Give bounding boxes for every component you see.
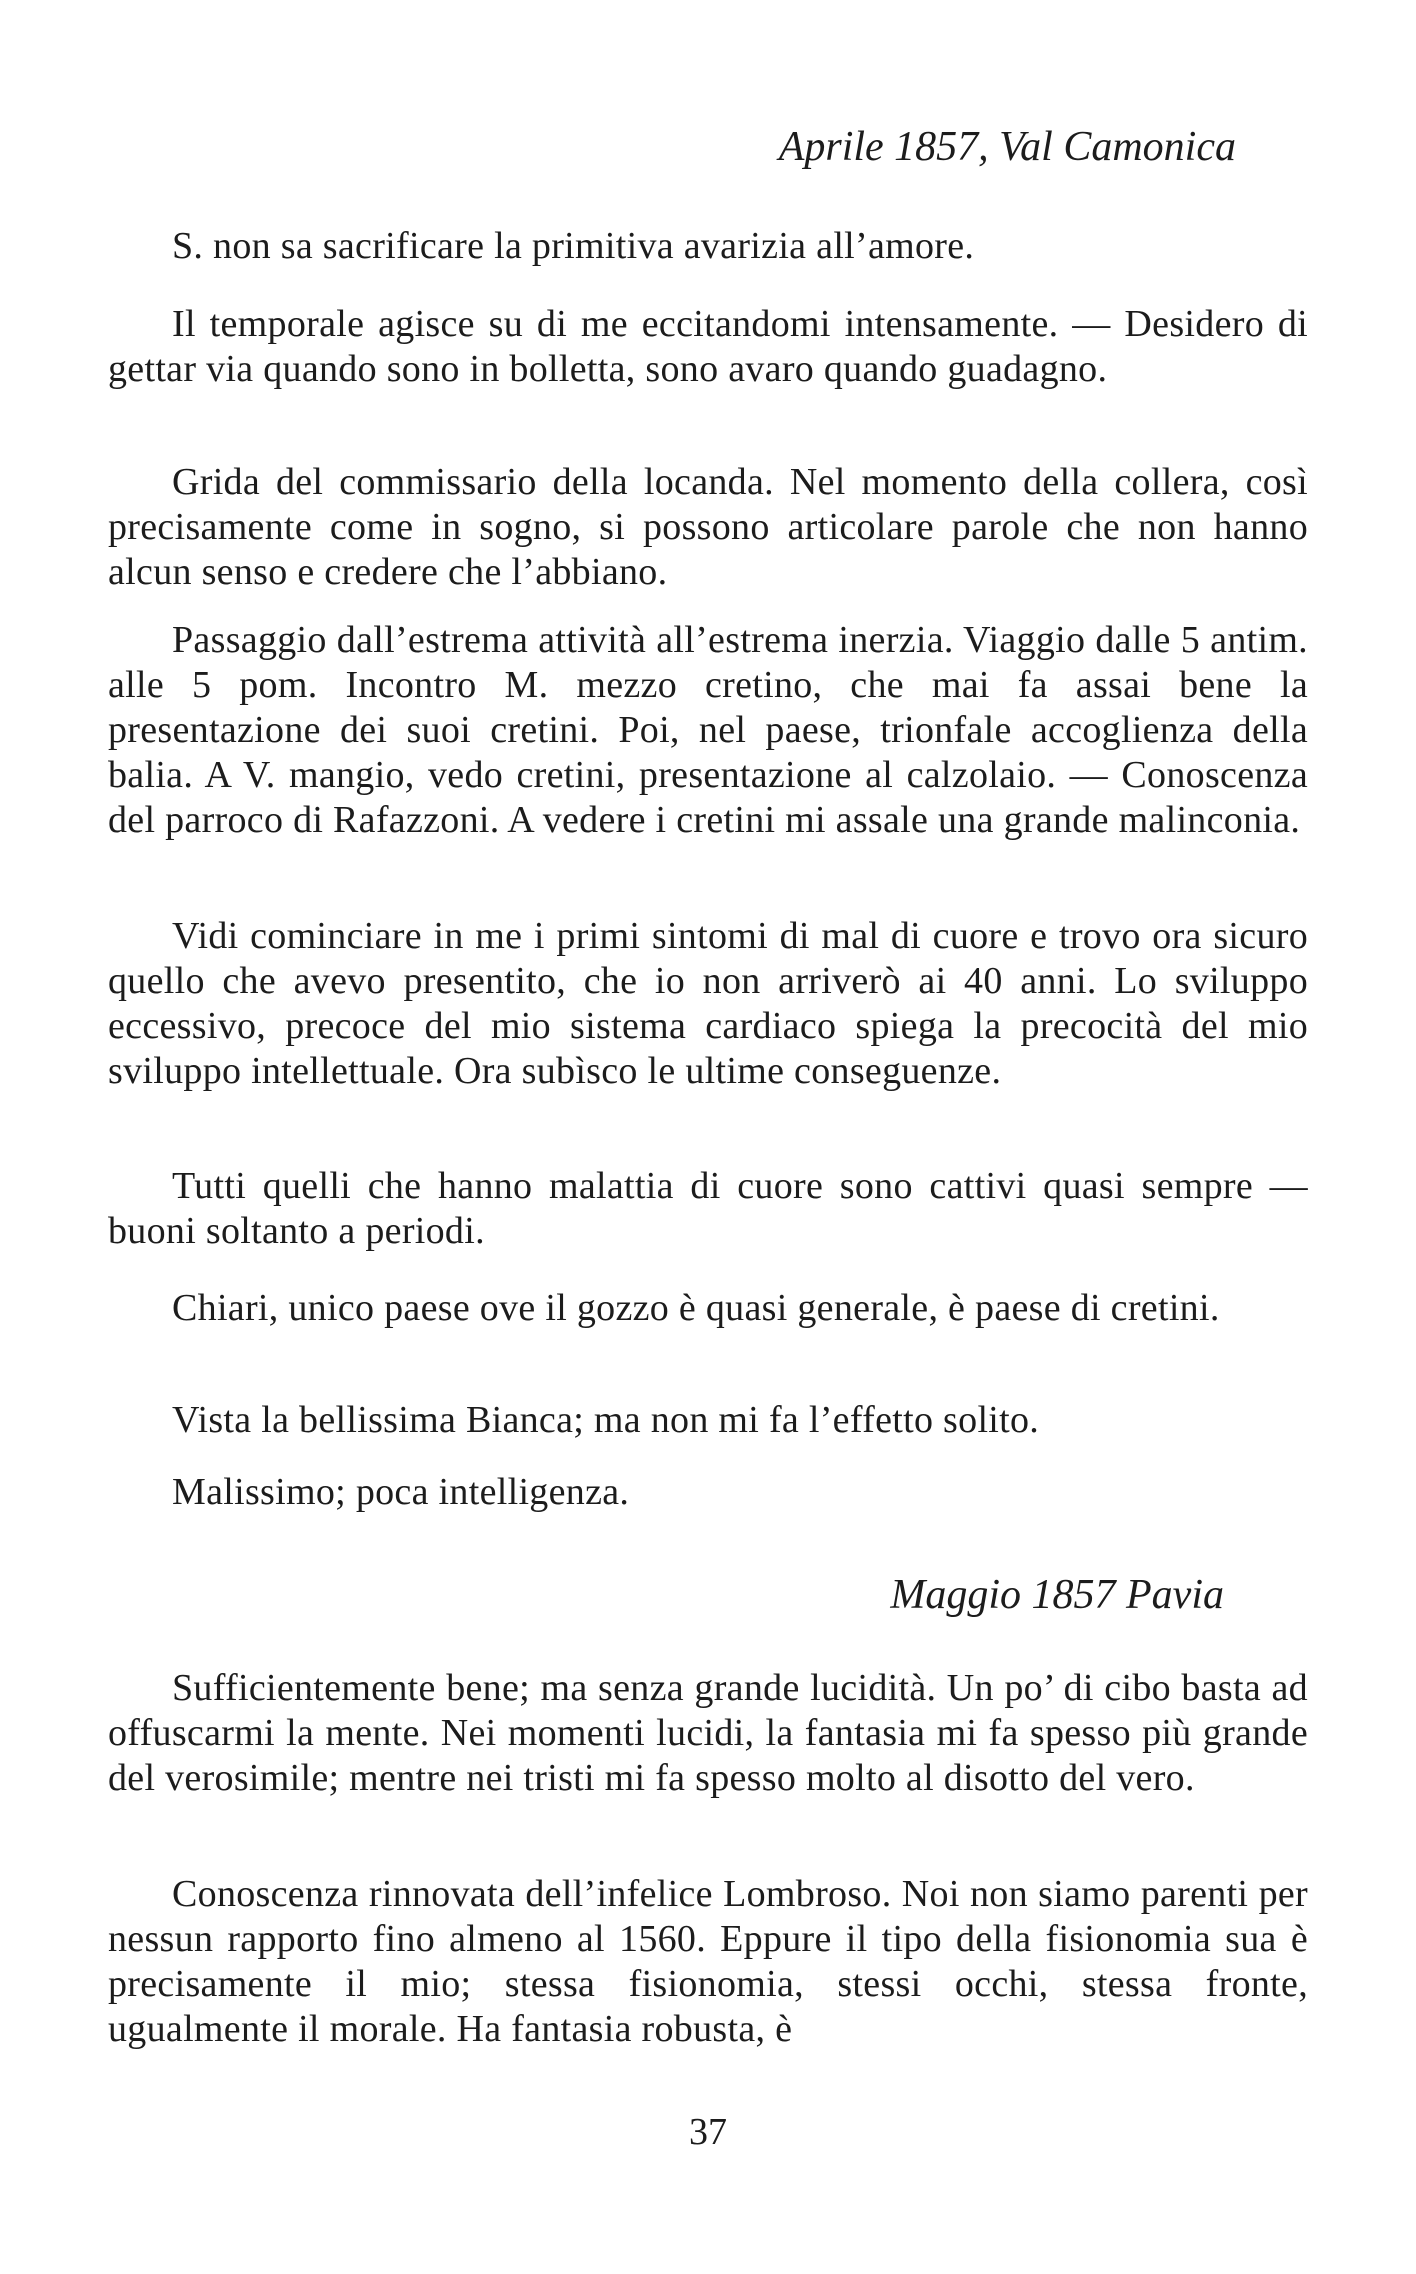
paragraph-mal-di-cuore: Vidi cominciare in me i primi sintomi di mal di cuore e trovo ora sicuro quello che avevo presentito, che io non arriverò ai 40 anni. Lo sviluppo eccessivo, precoce del mio sistema cardiaco spiega la precocità del mio sviluppo intellettuale. Ora subìsco le ultime conseguenze. bbox=[108, 915, 1308, 1092]
paragraph-sufficientemente: Sufficientemente bene; ma senza grande lucidità. Un po’ di cibo basta ad offuscarmi la mente. Nei momenti lucidi, la fantasia mi fa spesso più grande del verosimile; mentre nei tristi mi fa spesso molto al disotto del vero. bbox=[108, 1667, 1308, 1799]
paragraph-commissario: Grida del commissario della locanda. Nel momento della collera, così precisamente come in sogno, si possono articolare parole che non hanno alcun senso e credere che l’abbiano. bbox=[108, 461, 1308, 593]
paragraph-malissimo: Malissimo; poca intelligenza. bbox=[172, 1471, 630, 1513]
entry-heading-may-1857: Maggio 1857 Pavia bbox=[890, 1572, 1224, 1618]
page-number: 37 bbox=[689, 2111, 727, 2153]
paragraph-avarice: S. non sa sacrificare la primitiva avarizia all’amore. bbox=[172, 225, 975, 267]
paragraph-temporal: Il temporale agisce su di me eccitandomi intensamente. — Desidero di gettar via quando sono in bolletta, sono avaro quando guadagno. bbox=[108, 303, 1308, 390]
paragraph-chiari: Chiari, unico paese ove il gozzo è quasi generale, è paese di cretini. bbox=[172, 1287, 1220, 1329]
paragraph-passaggio: Passaggio dall’estrema attività all’estrema inerzia. Viaggio dalle 5 antim. alle 5 pom. Incontro M. mezzo cretino, che mai fa assai bene la presentazione dei suoi cretini. Poi, nel paese, trionfale accoglienza della balia. A V. mangio, vedo cretini, presentazione al calzolaio. — Conoscenza del parroco di Rafazzoni. A vedere i cretini mi assale una grande malinconia. bbox=[108, 619, 1308, 841]
entry-heading-april-1857: Aprile 1857, Val Camonica bbox=[778, 124, 1236, 170]
paragraph-malattia-cuore: Tutti quelli che hanno malattia di cuore sono cattivi quasi sempre — buoni soltanto a periodi. bbox=[108, 1165, 1308, 1252]
paragraph-lombroso: Conoscenza rinnovata dell’infelice Lombroso. Noi non siamo parenti per nessun rapporto fino almeno al 1560. Eppure il tipo della fisionomia sua è precisamente il mio; stessa fisionomia, stessi occhi, stessa fronte, ugualmente il morale. Ha fantasia robusta, è bbox=[108, 1873, 1308, 2050]
paragraph-bianca: Vista la bellissima Bianca; ma non mi fa l’effetto solito. bbox=[172, 1399, 1040, 1441]
